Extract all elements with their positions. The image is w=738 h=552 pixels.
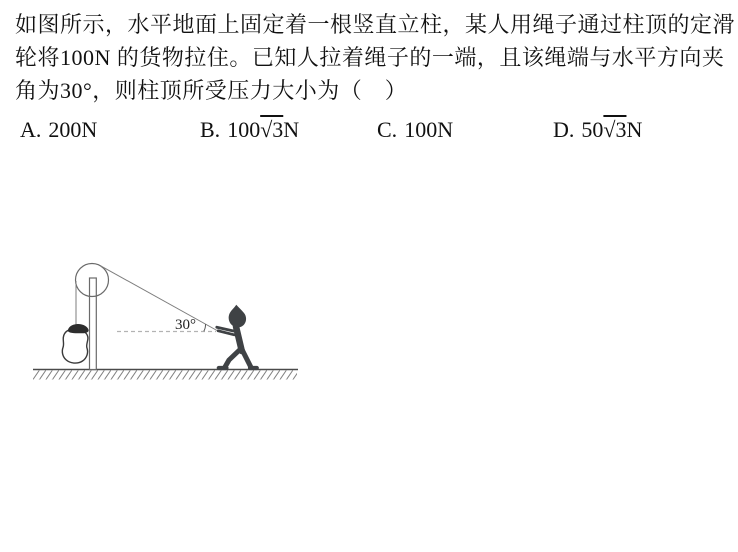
angle-arc [204,324,206,331]
option-a-letter: A. [20,117,42,142]
problem-line-1: 如图所示，水平地面上固定着一根竖直立柱，某人用绳子通过柱顶的定滑 [15,12,736,37]
person-torso [236,327,242,352]
person-figure [217,305,257,368]
option-b-unit: N [283,117,300,142]
pole [90,278,97,370]
option-c-letter: C. [377,117,398,142]
person-back-leg [243,351,251,368]
option-c-unit: N [437,117,454,142]
angle-label: 30° [175,317,196,333]
load-bag-body [62,329,88,363]
option-d-sqrt: √3 [603,117,627,142]
option-b-value: 100 [227,117,261,142]
problem-line-3: 角为30°，则柱顶所受压力大小为（ ） [15,78,408,103]
load-bag [62,324,88,363]
person-front-leg [225,350,240,367]
option-c-value: 100 [404,117,438,142]
option-d-unit: N [626,117,643,142]
option-d-letter: D. [553,117,575,142]
option-a-value: 200 [48,117,82,142]
option-a-unit: N [81,117,98,142]
ground-hatching [33,370,297,380]
problem-line-2: 轮将100N 的货物拉住。已知人拉着绳子的一端，且该绳端与水平方向夹 [15,45,725,70]
rope-to-person [101,266,217,331]
option-d-value: 50 [581,117,604,142]
load-bag-top [68,324,89,333]
option-b-sqrt: √3 [260,117,284,142]
option-b-letter: B. [200,117,221,142]
